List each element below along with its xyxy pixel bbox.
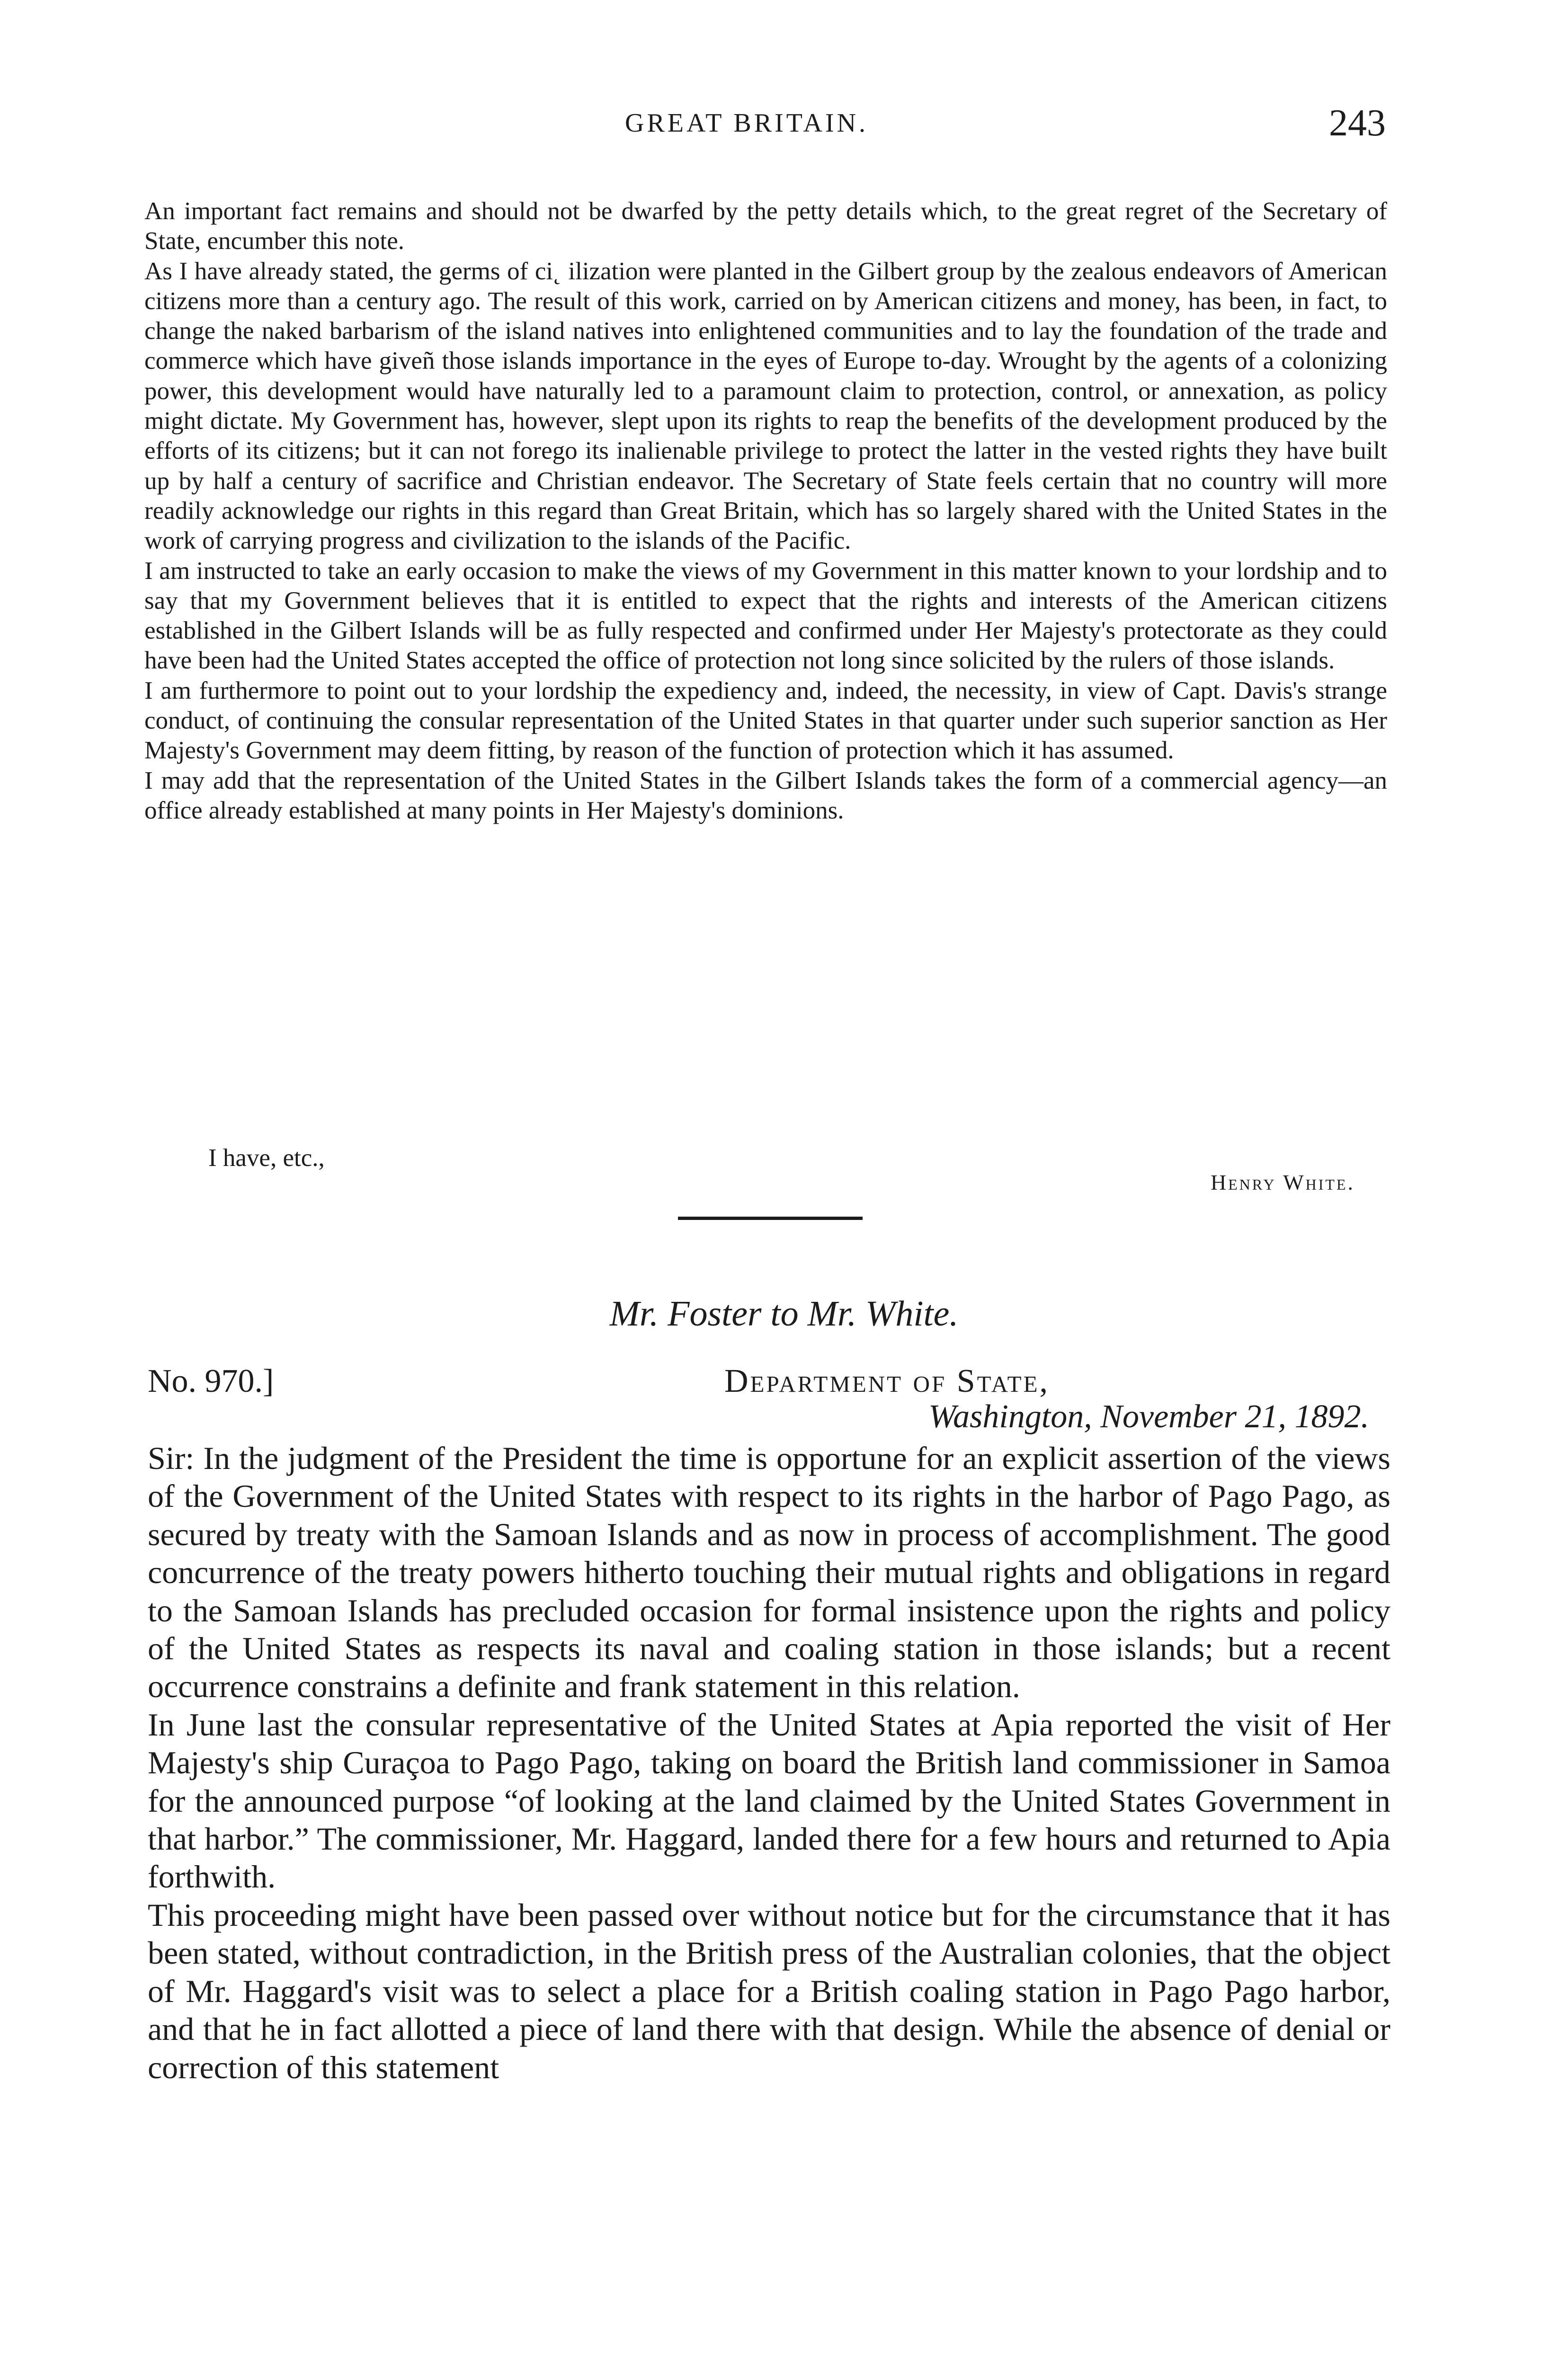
- paragraph: I am instructed to take an early occasion to make the views of my Government in this matter known to your lordship and to say that my Government believes that it is entitled to expect that the rights and interests of the American citizens established in the Gilbert Islands will be as fully respected and confirmed under Her Majesty's protectorate as they could have been had the United States accepted the office of protection not long since solicited by the rulers of those islands.: [144, 557, 1387, 675]
- letter-date: Washington, November 21, 1892.: [928, 1398, 1369, 1435]
- paragraph: As I have already stated, the germs of ci˛ ilization were planted in the Gilbert group by the zealous endeavors of American citizens more than a century ago. The result of this work, carried on by American citizens and money, has been, in fact, to change the naked barbarism of the island natives into enlightened communities and to lay the foundation of the trade and commerce which have giveñ those islands importance in the eyes of Europe to-day. Wrought by the agents of a colonizing power, this development would have naturally led to a paramount claim to protection, control, or annexation, as policy might dictate. My Government has, however, slept upon its rights to reap the benefits of the development produced by the efforts of its citizens; but it can not forego its inalienable privilege to protect the latter in the vested rights they have built up by half a century of sacrifice and Christian endeavor. The Secretary of State feels certain that no country will more readily acknowledge our rights in this regard than Great Britain, which has so largely shared with the United States in the work of carrying progress and civilization to the islands of the Pacific.: [144, 257, 1387, 555]
- paragraph: In June last the consular representative of the United States at Apia reported the visit of Her Majesty's ship Curaçoa to Pago Pago, taking on board the British land commissioner in Samoa for the announced purpose “of looking at the land claimed by the United States Government in that harbor.” The commissioner, Mr. Haggard, landed there for a few hours and returned to Apia forthwith.: [148, 1706, 1390, 1895]
- page-header: [0, 97, 1568, 149]
- paragraph: I am furthermore to point out to your lordship the expediency and, indeed, the necessity, in view of Capt. Davis's strange conduct, of continuing the consular representation of the United States in that quarter under such superior sanction as Her Majesty's Government may deem fitting, by reason of the function of protection which it has assumed.: [144, 676, 1387, 765]
- paragraph: An important fact remains and should not be dwarfed by the petty details which, to the great regret of the Secretary of State, encumber this note.: [144, 197, 1387, 255]
- section-divider: [678, 1217, 863, 1220]
- page-number: 243: [1329, 102, 1386, 144]
- signature: Henry White.: [1210, 1170, 1355, 1194]
- letter-body: [148, 1439, 1390, 2086]
- paragraph: This proceeding might have been passed over without notice but for the circumstance that it has been stated, without contradiction, in the British press of the Australian colonies, that the object of Mr. Haggard's visit was to select a place for a British coaling station in Pago Pago harbor, and that he in fact allotted a piece of land there with that design. While the absence of denial or correction of this statement: [148, 1896, 1390, 2085]
- department: Department of State,: [724, 1363, 1050, 1399]
- paragraph: I may add that the representation of the United States in the Gilbert Islands takes the form of a commercial agency—an office already established at many points in Her Majesty's dominions.: [144, 766, 1387, 824]
- running-title: GREAT BRITAIN.: [625, 108, 869, 138]
- closing: I have, etc.,: [208, 1144, 325, 1172]
- previous-letter-body: [144, 196, 1387, 826]
- paragraph: Sir: In the judgment of the President the time is opportune for an explicit assertion of the views of the Government of the United States with respect to its rights in the harbor of Pago Pago, as secured by treaty with the Samoan Islands and as now in process of accomplishment. The good concurrence of the treaty powers hitherto touching their mutual rights and obligations in regard to the Samoan Islands has precluded occasion for formal insistence upon the rights and policy of the United States as respects its naval and coaling station in those islands; but a recent occurrence constrains a definite and frank statement in this relation.: [148, 1440, 1390, 1705]
- letter-number: No. 970.]: [148, 1363, 274, 1399]
- letter-heading: Mr. Foster to Mr. White.: [609, 1294, 959, 1334]
